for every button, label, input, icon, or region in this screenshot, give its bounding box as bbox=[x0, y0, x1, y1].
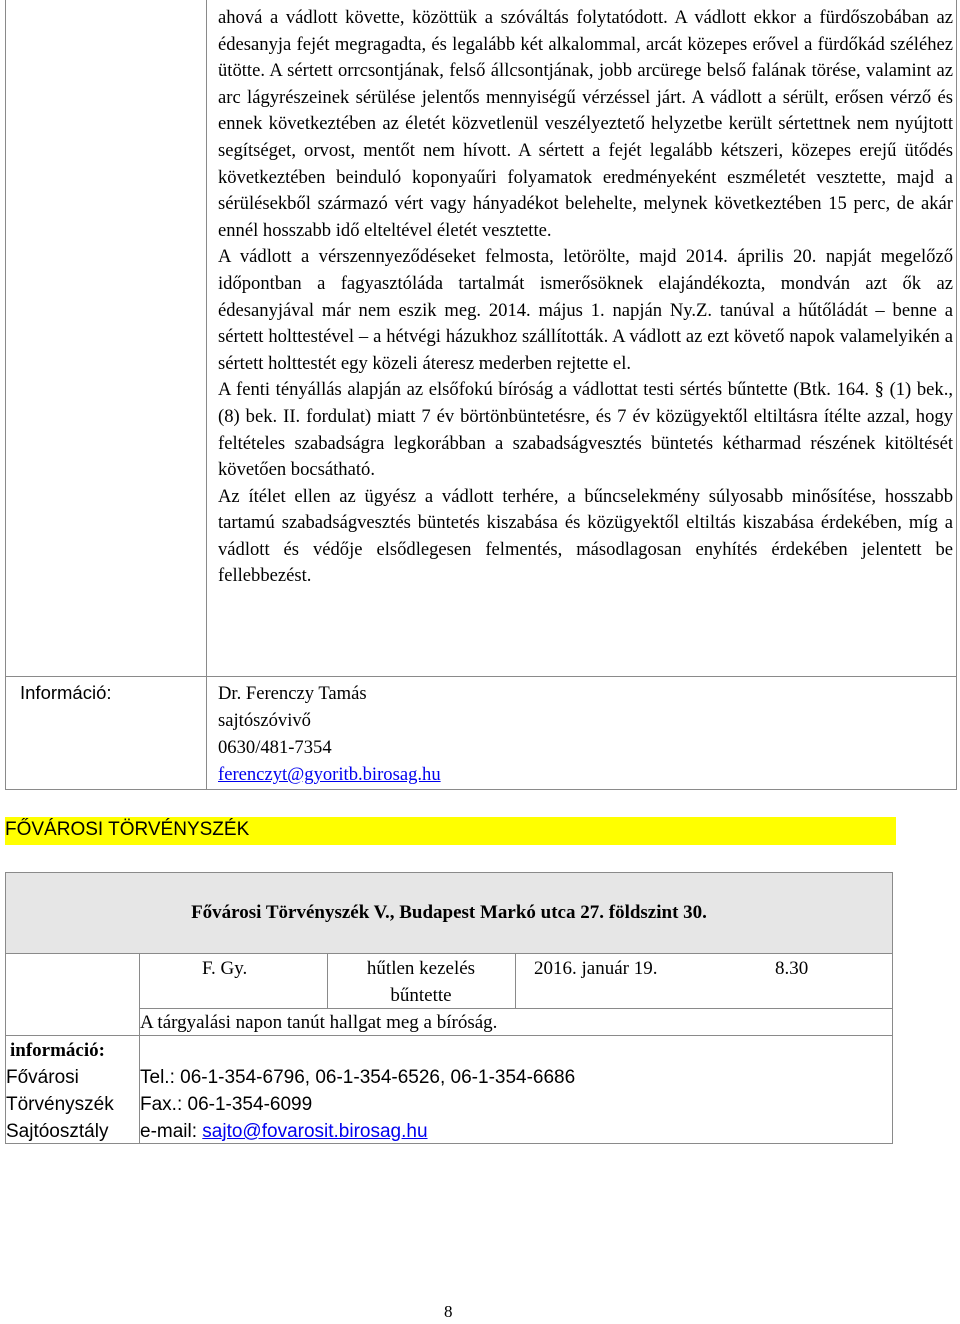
gyor-case-table bbox=[5, 0, 957, 790]
dept-line-3: Sajtóosztály bbox=[6, 1121, 109, 1142]
paragraph-concealment: A vádlott a vérszennyeződéseket felmosta, letörölte, majd 2014. április 20. napját megelőző időpontban a fagyasztóláda tartalmát ismerősöknek elajándékozta, mondván azt ők az édesanyjával már nem eszik meg. 2014. május 1. napján Ny.Z. tanúval a hűtőládát – benne a sértett holttestével – a hétvégi házukhoz szállították. A vádlott az ezt követő napok valamelyikén a sértett holttestét egy közeli áteresz mederben rejtette el. bbox=[218, 246, 953, 374]
paragraph-appeal: Az ítélet ellen az ügyész a vádlott terhére, a bűncselekmény súlyosabb minősítése, hosszabb tartamú szabadságvesztés büntetés kiszabása és közügyektől eltiltás kiszabása érdekében, míg a vádlott és védője elsődlegesen felmentés, másodlagosan enyhítés érdekében jelentett be fellebbezést. bbox=[218, 485, 953, 587]
defendant-name: F. Gy. bbox=[202, 958, 248, 979]
dept-line-1: Fővárosi bbox=[6, 1067, 79, 1088]
contact-phone: 0630/481-7354 bbox=[218, 737, 332, 758]
fax-line: Fax.: 06-1-354-6099 bbox=[140, 1094, 313, 1115]
contact-role: sajtószóvivő bbox=[218, 710, 311, 731]
venue-header bbox=[6, 873, 892, 954]
court-heading: FŐVÁROSI TÖRVÉNYSZÉK bbox=[5, 819, 250, 840]
paragraph-facts: ahová a vádlott követte, közöttük a szóváltás folytatódott. A vádlott ekkor a fürdőszobában az édesanyja fejét megragadta, és legalább két alkalommal, arcát közepes erővel a fürdőkád széléhez ütötte. A sértett orrcsontjának, felső állcsontjának, jobb arcürege belső falának törése, valamint az arc lágyrészeinek sérülése jelentős mennyiségű vérzéssel járt. A vádlott a sérült, erősen vérző és ennek következtében az életét közvetlenül veszélyeztető helyzetbe került sértettnek nem nyújtott segítséget, orvost, mentőt nem hívott. A sértett a fejét legalább kétszeri, közepes erejű ütődés következtében beinduló koponyaűri folyamatok eredményeként eszméletét vesztette, majd a sérülésekből származó vért vagy hányadékot belehelte, melynek következtében 15 perc, de akár ennél hosszabb idő elteltével életét vesztette. bbox=[218, 7, 953, 241]
email-link[interactable]: sajto@fovarosit.birosag.hu bbox=[202, 1121, 428, 1142]
email-line bbox=[140, 1118, 428, 1145]
court-heading-bar bbox=[5, 817, 896, 845]
budapest-case-table bbox=[5, 872, 893, 1144]
dept-line-2: Törvényszék bbox=[6, 1094, 114, 1115]
email-label: e-mail: bbox=[140, 1121, 203, 1142]
info-label: információ: bbox=[10, 1040, 105, 1061]
charge: hűtlen kezelés bűntette bbox=[366, 958, 476, 1006]
row-divider bbox=[6, 676, 956, 677]
hearing-date: 2016. január 19. bbox=[534, 958, 658, 979]
tel-line: Tel.: 06-1-354-6796, 06-1-354-6526, 06-1-354-6686 bbox=[140, 1067, 576, 1088]
venue-address: Fővárosi Törvényszék V., Budapest Markó utca 27. földszint 30. bbox=[191, 902, 707, 923]
contact-email-link[interactable]: ferenczyt@gyoritb.birosag.hu bbox=[218, 764, 441, 785]
paragraph-verdict: A fenti tényállás alapján az elsőfokú bíróság a vádlottat testi sértés bűntette (Btk. 164. § (1) bek., (8) bek. II. fordulat) miatt 7 év börtönbüntetésre, és 7 év közügyektől eltiltásra ítélte azzal, hogy feltételes szabadságra legkorábban a szabadságvesztés büntetés kétharmad részének kitöltését követően bocsátható. bbox=[218, 379, 953, 481]
case-description bbox=[218, 5, 953, 590]
hearing-time: 8.30 bbox=[775, 958, 809, 979]
press-contact bbox=[218, 680, 441, 788]
label-column bbox=[6, 0, 207, 789]
info-label: Információ: bbox=[20, 682, 112, 703]
contact-name: Dr. Ferenczy Tamás bbox=[218, 683, 367, 704]
page-number: 8 bbox=[444, 1302, 453, 1321]
hearing-note: A tárgyalási napon tanút hallgat meg a bíróság. bbox=[140, 1012, 498, 1033]
